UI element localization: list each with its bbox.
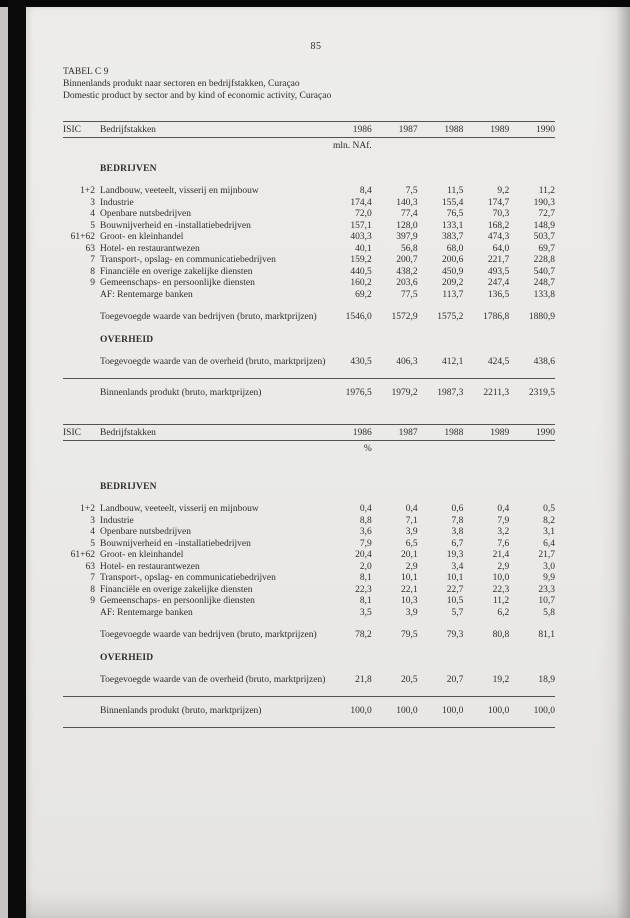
value-cell: 2,9 bbox=[497, 561, 510, 572]
label-cell: Industrie bbox=[100, 515, 134, 526]
table-row bbox=[63, 585, 555, 597]
value-cell: 438,2 bbox=[396, 266, 418, 277]
year-column-header: 1987 bbox=[398, 125, 418, 135]
label-cell: AF: Rentemarge banken bbox=[100, 289, 193, 300]
value-cell: 0,4 bbox=[359, 504, 372, 514]
table-percentages bbox=[63, 424, 555, 728]
value-cell: 100,0 bbox=[442, 705, 464, 716]
value-cell: 5,7 bbox=[451, 607, 464, 618]
value-cell: 64,0 bbox=[492, 243, 510, 254]
value-cell: 2211,3 bbox=[483, 387, 510, 398]
spacer-cell bbox=[463, 141, 509, 153]
bedrijfstakken-column-header: Bedrijfstakken bbox=[100, 125, 156, 135]
isic-cell: 1+2 bbox=[80, 186, 95, 196]
spacer-cell bbox=[418, 444, 464, 456]
spacer-cell bbox=[418, 141, 464, 153]
value-cell: 438,6 bbox=[533, 357, 555, 367]
value-cell: 424,5 bbox=[487, 357, 510, 367]
table-values-mln-naf bbox=[63, 121, 555, 399]
isic-cell: 63 bbox=[85, 243, 95, 254]
table-row bbox=[63, 232, 555, 244]
spacer-cell bbox=[63, 653, 95, 665]
value-cell: 20,1 bbox=[400, 550, 418, 560]
isic-cell: 5 bbox=[90, 220, 95, 231]
isic-cell: 5 bbox=[90, 538, 95, 549]
value-cell: 9,2 bbox=[497, 186, 510, 196]
table-row bbox=[63, 221, 555, 233]
value-cell: 21,7 bbox=[538, 550, 555, 560]
isic-cell: 8 bbox=[90, 266, 95, 277]
table-row bbox=[63, 516, 555, 528]
label-cell: Landbouw, veeteelt, visserij en mijnbouw bbox=[100, 504, 259, 514]
section-header-row bbox=[63, 482, 555, 494]
value-cell: 6,5 bbox=[405, 538, 418, 549]
label-cell: Landbouw, veeteelt, visserij en mijnbouw bbox=[100, 186, 259, 196]
year-column-header: 1986 bbox=[352, 125, 372, 135]
value-cell: 68,0 bbox=[446, 243, 464, 254]
year-column-header: 1990 bbox=[535, 125, 555, 135]
value-cell: 0,6 bbox=[451, 504, 464, 514]
value-cell: 22,3 bbox=[355, 584, 372, 595]
value-cell: 79,3 bbox=[446, 630, 464, 640]
table-row bbox=[63, 186, 555, 198]
value-cell: 2,9 bbox=[405, 561, 418, 572]
value-cell: 10,1 bbox=[446, 573, 464, 583]
year-column-header: 1989 bbox=[490, 428, 510, 438]
spacer-cell bbox=[463, 444, 509, 456]
label-cell: Gemeenschaps- en persoonlijke diensten bbox=[100, 278, 255, 288]
isic-cell: 63 bbox=[85, 561, 95, 572]
spacer-cell bbox=[63, 444, 95, 456]
value-cell: 174,7 bbox=[487, 197, 510, 208]
isic-cell bbox=[63, 312, 95, 324]
value-cell: 140,3 bbox=[396, 197, 418, 208]
value-cell: 78,2 bbox=[355, 630, 372, 640]
isic-cell bbox=[63, 608, 95, 620]
year-column-header: 1989 bbox=[490, 125, 510, 135]
spacer-cell bbox=[95, 444, 326, 456]
table-row bbox=[63, 278, 555, 290]
value-cell: 3,0 bbox=[543, 561, 555, 572]
isic-column-header: ISIC bbox=[63, 428, 81, 438]
table-row bbox=[63, 608, 555, 620]
value-cell: 474,3 bbox=[487, 232, 510, 242]
value-cell: 8,1 bbox=[359, 596, 372, 606]
value-cell: 200,7 bbox=[396, 255, 418, 265]
value-cell: 133,8 bbox=[533, 289, 555, 300]
value-cell: 128,0 bbox=[396, 220, 418, 231]
value-cell: 19,3 bbox=[446, 550, 464, 560]
table-row bbox=[63, 550, 555, 562]
spacer-cell bbox=[63, 482, 95, 494]
table-row bbox=[63, 504, 555, 516]
scan-edge-top bbox=[0, 0, 630, 7]
label-cell: AF: Rentemarge banken bbox=[100, 607, 193, 618]
value-cell: 403,3 bbox=[350, 232, 372, 242]
value-cell: 10,7 bbox=[538, 596, 555, 606]
label-cell: Financiële en overige zakelijke diensten bbox=[100, 584, 253, 595]
value-cell: 40,1 bbox=[355, 243, 372, 254]
spacer-cell bbox=[372, 444, 418, 456]
table-row bbox=[63, 209, 555, 221]
table-row bbox=[63, 378, 555, 400]
value-cell: 0,5 bbox=[543, 504, 555, 514]
label-cell: Gemeenschaps- en persoonlijke diensten bbox=[100, 596, 255, 606]
table-row bbox=[63, 357, 555, 369]
label-cell: Toegevoegde waarde van de overheid (bruto, marktprijzen) bbox=[100, 357, 326, 367]
section-header-row bbox=[63, 335, 555, 347]
table-row bbox=[63, 312, 555, 324]
value-cell: 155,4 bbox=[442, 197, 464, 208]
value-cell: 450,9 bbox=[442, 266, 464, 277]
value-cell: 6,7 bbox=[451, 538, 464, 549]
value-cell: 7,5 bbox=[405, 186, 418, 196]
value-cell: 540,7 bbox=[533, 266, 555, 277]
isic-cell: 7 bbox=[90, 573, 95, 583]
isic-cell bbox=[63, 630, 95, 642]
value-cell: 1575,2 bbox=[437, 312, 464, 322]
isic-cell: 61+62 bbox=[70, 550, 95, 560]
section-label: BEDRIJVEN bbox=[100, 163, 157, 174]
scan-binding-edge bbox=[8, 0, 26, 918]
table-header-row bbox=[63, 122, 555, 137]
value-cell: 221,7 bbox=[487, 255, 510, 265]
value-cell: 7,1 bbox=[405, 515, 418, 526]
unit-row bbox=[63, 444, 555, 456]
value-cell: 1976,5 bbox=[345, 387, 372, 398]
value-cell: 1880,9 bbox=[528, 312, 555, 322]
label-cell: Transport-, opslag- en communicatiebedrijven bbox=[100, 573, 276, 583]
value-cell: 20,7 bbox=[446, 675, 464, 685]
label-cell: Binnenlands produkt (bruto, marktprijzen) bbox=[100, 705, 262, 716]
table-row bbox=[63, 267, 555, 279]
value-cell: 3,4 bbox=[451, 561, 464, 572]
value-cell: 3,6 bbox=[359, 527, 372, 537]
value-cell: 3,1 bbox=[543, 527, 555, 537]
unit-row bbox=[63, 141, 555, 153]
value-cell: 406,3 bbox=[396, 357, 418, 367]
table-header-bottom-rule bbox=[63, 440, 555, 441]
value-cell: 10,0 bbox=[492, 573, 510, 583]
value-cell: 100,0 bbox=[396, 705, 418, 716]
label-cell: Hotel- en restaurantwezen bbox=[100, 561, 200, 572]
value-cell: 80,8 bbox=[492, 630, 510, 640]
value-cell: 3,9 bbox=[405, 527, 418, 537]
value-cell: 133,1 bbox=[442, 220, 464, 231]
value-cell: 383,7 bbox=[442, 232, 464, 242]
value-cell: 7,6 bbox=[497, 538, 510, 549]
section-label: OVERHEID bbox=[100, 334, 154, 345]
value-cell: 136,5 bbox=[487, 289, 510, 300]
value-cell: 11,2 bbox=[538, 186, 555, 196]
year-column-header: 1986 bbox=[352, 428, 372, 438]
value-cell: 493,5 bbox=[487, 266, 510, 277]
table-row bbox=[63, 562, 555, 574]
value-cell: 190,3 bbox=[533, 197, 555, 208]
value-cell: 3,8 bbox=[451, 527, 464, 537]
label-cell: Toegevoegde waarde van bedrijven (bruto, marktprijzen) bbox=[100, 312, 317, 322]
isic-cell bbox=[63, 290, 95, 302]
value-cell: 69,7 bbox=[538, 243, 555, 254]
isic-cell: 8 bbox=[90, 584, 95, 595]
value-cell: 2319,5 bbox=[528, 387, 555, 398]
year-column-header: 1988 bbox=[444, 428, 464, 438]
value-cell: 20,4 bbox=[355, 550, 372, 560]
value-cell: 159,2 bbox=[350, 255, 372, 265]
value-cell: 100,0 bbox=[533, 705, 555, 716]
value-cell: 11,2 bbox=[492, 596, 510, 606]
value-cell: 72,7 bbox=[538, 209, 555, 219]
table-header-row bbox=[63, 425, 555, 440]
table-title-dutch: Binnenlands produkt naar sectoren en bedrijfstakken, Curaçao bbox=[63, 79, 300, 89]
value-cell: 18,9 bbox=[538, 675, 555, 685]
section-header-row bbox=[63, 164, 555, 176]
section-label: OVERHEID bbox=[100, 652, 154, 663]
bedrijfstakken-column-header: Bedrijfstakken bbox=[100, 428, 156, 438]
value-cell: 1979,2 bbox=[391, 387, 418, 398]
value-cell: 0,4 bbox=[405, 504, 418, 514]
value-cell: 1987,3 bbox=[437, 387, 464, 398]
document-page bbox=[26, 7, 630, 918]
label-cell: Groot- en kleinhandel bbox=[100, 232, 184, 242]
value-cell: 7,9 bbox=[497, 515, 510, 526]
value-cell: 503,7 bbox=[533, 232, 555, 242]
isic-cell: 61+62 bbox=[70, 232, 95, 242]
value-cell: 19,2 bbox=[492, 675, 510, 685]
value-cell: 8,8 bbox=[359, 515, 372, 526]
value-cell: 397,9 bbox=[396, 232, 418, 242]
value-cell: 160,2 bbox=[350, 278, 372, 288]
value-cell: 5,8 bbox=[543, 607, 555, 618]
table-row bbox=[63, 596, 555, 608]
value-cell: 174,4 bbox=[350, 197, 372, 208]
isic-cell bbox=[63, 388, 95, 400]
table-row bbox=[63, 630, 555, 642]
label-cell: Toegevoegde waarde van de overheid (bruto, marktprijzen) bbox=[100, 675, 326, 685]
value-cell: 430,5 bbox=[350, 357, 372, 367]
table-row bbox=[63, 244, 555, 256]
value-cell: 228,8 bbox=[533, 255, 555, 265]
value-cell: 22,3 bbox=[492, 584, 510, 595]
spacer-cell bbox=[509, 444, 555, 456]
table-row bbox=[63, 696, 555, 718]
title-block bbox=[63, 66, 331, 102]
spacer-cell bbox=[95, 141, 326, 153]
label-cell: Groot- en kleinhandel bbox=[100, 550, 184, 560]
page-number: 85 bbox=[310, 41, 322, 52]
value-cell: 168,2 bbox=[487, 220, 510, 231]
value-cell: 200,6 bbox=[442, 255, 464, 265]
spacer-cell bbox=[63, 141, 95, 153]
value-cell: 247,4 bbox=[487, 278, 510, 288]
spacer-cell bbox=[372, 141, 418, 153]
label-cell: Openbare nutsbedrijven bbox=[100, 527, 192, 537]
isic-cell: 7 bbox=[90, 255, 95, 265]
value-cell: 22,1 bbox=[400, 584, 418, 595]
value-cell: 8,4 bbox=[359, 186, 372, 196]
isic-cell bbox=[63, 675, 95, 687]
value-cell: 56,8 bbox=[400, 243, 418, 254]
value-cell: 1572,9 bbox=[391, 312, 418, 322]
table-row bbox=[63, 198, 555, 210]
value-cell: 440,5 bbox=[350, 266, 372, 277]
isic-cell: 4 bbox=[90, 527, 95, 537]
label-cell: Industrie bbox=[100, 197, 134, 208]
value-cell: 412,1 bbox=[442, 357, 464, 367]
value-cell: 21,8 bbox=[355, 675, 372, 685]
value-cell: 6,4 bbox=[543, 538, 555, 549]
table-row bbox=[63, 527, 555, 539]
isic-cell: 3 bbox=[90, 197, 95, 208]
value-cell: 8,2 bbox=[543, 515, 555, 526]
value-cell: 157,1 bbox=[350, 220, 372, 231]
value-cell: 21,4 bbox=[492, 550, 510, 560]
spacer-cell bbox=[63, 335, 95, 347]
table-row bbox=[63, 573, 555, 585]
label-cell: Transport-, opslag- en communicatiebedrijven bbox=[100, 255, 276, 265]
isic-cell: 4 bbox=[90, 209, 95, 219]
value-cell: 100,0 bbox=[350, 705, 372, 716]
value-cell: 100,0 bbox=[487, 705, 510, 716]
table-code: TABEL C 9 bbox=[63, 67, 109, 77]
table-title-english: Domestic product by sector and by kind of economic activity, Curaçao bbox=[63, 91, 332, 101]
value-cell: 2,0 bbox=[359, 561, 372, 572]
isic-cell: 3 bbox=[90, 515, 95, 526]
value-cell: 0,4 bbox=[497, 504, 510, 514]
table-row bbox=[63, 255, 555, 267]
year-column-header: 1987 bbox=[398, 428, 418, 438]
value-cell: 1546,0 bbox=[345, 312, 372, 322]
value-cell: 69,2 bbox=[355, 289, 372, 300]
label-cell: Bouwnijverheid en -installatiebedrijven bbox=[100, 538, 251, 549]
value-cell: 77,5 bbox=[400, 289, 418, 300]
value-cell: 70,3 bbox=[492, 209, 510, 219]
isic-cell: 9 bbox=[90, 278, 95, 288]
isic-cell: 1+2 bbox=[80, 504, 95, 514]
value-cell: 3,5 bbox=[359, 607, 372, 618]
value-cell: 8,1 bbox=[359, 573, 372, 583]
table-header-bottom-rule bbox=[63, 137, 555, 138]
year-column-header: 1988 bbox=[444, 125, 464, 135]
spacer-cell bbox=[63, 164, 95, 176]
value-cell: 77,4 bbox=[400, 209, 418, 219]
section-label: BEDRIJVEN bbox=[100, 481, 157, 492]
isic-column-header: ISIC bbox=[63, 125, 81, 135]
value-cell: 209,2 bbox=[442, 278, 464, 288]
isic-cell bbox=[63, 357, 95, 369]
value-cell: 203,6 bbox=[396, 278, 418, 288]
value-cell: 6,2 bbox=[497, 607, 510, 618]
value-cell: 7,8 bbox=[451, 515, 464, 526]
unit-label: % bbox=[363, 444, 372, 454]
table-row bbox=[63, 539, 555, 551]
value-cell: 113,7 bbox=[442, 289, 464, 300]
table-row bbox=[63, 290, 555, 302]
isic-cell: 9 bbox=[90, 596, 95, 606]
isic-cell bbox=[63, 706, 95, 718]
value-cell: 248,7 bbox=[533, 278, 555, 288]
value-cell: 20,5 bbox=[400, 675, 418, 685]
label-cell: Hotel- en restaurantwezen bbox=[100, 243, 200, 254]
scan-edge-right bbox=[616, 7, 630, 918]
spacer-cell bbox=[509, 141, 555, 153]
label-cell: Binnenlands produkt (bruto, marktprijzen) bbox=[100, 387, 262, 398]
label-cell: Financiële en overige zakelijke diensten bbox=[100, 266, 253, 277]
value-cell: 76,5 bbox=[446, 209, 464, 219]
value-cell: 7,9 bbox=[359, 538, 372, 549]
value-cell: 11,5 bbox=[447, 186, 464, 196]
value-cell: 79,5 bbox=[400, 630, 418, 640]
year-column-header: 1990 bbox=[535, 428, 555, 438]
value-cell: 1786,8 bbox=[483, 312, 510, 322]
value-cell: 148,9 bbox=[533, 220, 555, 231]
table-row bbox=[63, 675, 555, 687]
value-cell: 10,1 bbox=[400, 573, 418, 583]
value-cell: 23,3 bbox=[538, 584, 555, 595]
value-cell: 72,0 bbox=[355, 209, 372, 219]
value-cell: 9,9 bbox=[543, 573, 555, 583]
value-cell: 10,3 bbox=[400, 596, 418, 606]
value-cell: 3,9 bbox=[405, 607, 418, 618]
section-header-row bbox=[63, 653, 555, 665]
unit-label: mln. NAf. bbox=[333, 141, 372, 151]
value-cell: 3,2 bbox=[497, 527, 510, 537]
value-cell: 22,7 bbox=[446, 584, 464, 595]
label-cell: Openbare nutsbedrijven bbox=[100, 209, 192, 219]
value-cell: 81,1 bbox=[538, 630, 555, 640]
label-cell: Bouwnijverheid en -installatiebedrijven bbox=[100, 220, 251, 231]
label-cell: Toegevoegde waarde van bedrijven (bruto, marktprijzen) bbox=[100, 630, 317, 640]
value-cell: 10,5 bbox=[446, 596, 464, 606]
